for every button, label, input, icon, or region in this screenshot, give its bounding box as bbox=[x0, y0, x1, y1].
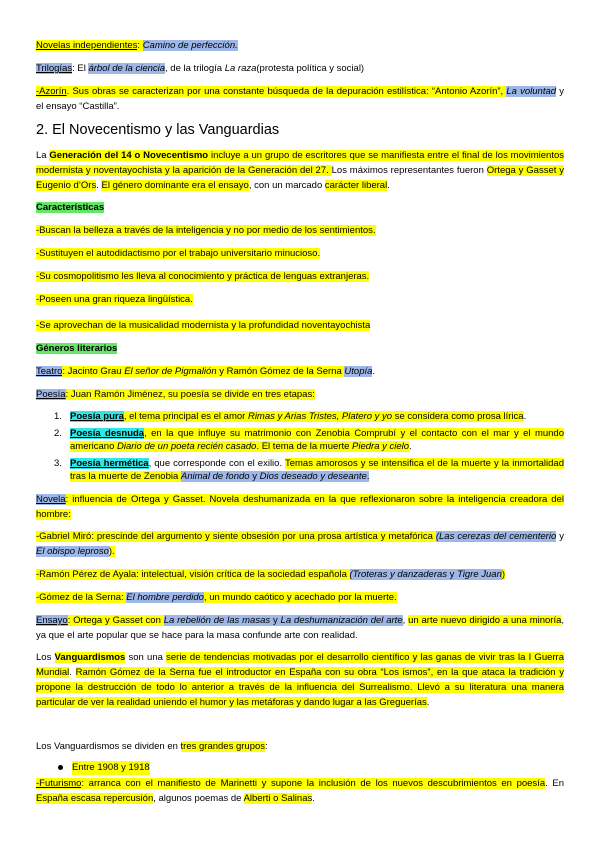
poesia-etapas-list bbox=[36, 410, 564, 487]
text-run: Novelas independientes bbox=[36, 40, 138, 51]
text-run: Animal de fondo bbox=[180, 471, 250, 482]
text-run: -Poseen una gran riqueza lingüística. bbox=[36, 294, 193, 305]
text-run: (protesta política y social) bbox=[256, 63, 365, 74]
text-run: Los bbox=[36, 652, 55, 663]
text-run: Utopía bbox=[344, 366, 373, 377]
paragraph-novela bbox=[36, 492, 564, 522]
text-run: y Ramón Gómez de la Serna bbox=[216, 366, 345, 377]
text-run: Ramón Gómez de la Serna fue el introductor en España con su obra “Los ismos”, en la que ataca la tradición y propone la destrucción de todo lo anterior a través de la influencia del Surrealismo. Llevó a su literatura una manera particular de ver la realidad uniendo el humor y las metáforas y dando lugar a las Greguerías bbox=[36, 667, 564, 708]
paragraph-teatro bbox=[36, 364, 564, 379]
paragraph-gomez-serna bbox=[36, 590, 564, 605]
text-run: son una bbox=[125, 652, 167, 663]
list-number: 3. bbox=[54, 457, 62, 469]
list-item bbox=[36, 457, 564, 484]
paragraph-car-2 bbox=[36, 246, 564, 261]
text-run: incluye a un grupo de escritores que se manifiesta entre el final de los movimientos modernista y noventayochista y la aparición de la Generación del 27. bbox=[36, 150, 564, 176]
text-run: -Gabriel Miró: prescinde del argumento y siente obsesión por una prosa artística y metafórica bbox=[36, 531, 436, 542]
text-run: -Futurismo bbox=[36, 778, 82, 789]
text-run: : Jacinto Grau bbox=[62, 366, 125, 377]
section-heading: 2. El Novecentismo y las Vanguardias bbox=[36, 122, 280, 138]
text-run: Generación del 14 o Novecentismo bbox=[49, 150, 209, 161]
text-run: Temas amorosos y se intensifica el de la muerte y la inmortalidad tras la muerte de Zenobia bbox=[70, 457, 564, 482]
text-run: se considera como bbox=[392, 411, 478, 422]
list-item bbox=[36, 427, 564, 454]
paragraph-car-4 bbox=[36, 292, 564, 307]
text-run: El señor de Pigmalión bbox=[124, 366, 217, 377]
text-run: : Juan Ramón Jiménez, su poesía se divide en tres etapas: bbox=[65, 389, 315, 400]
paragraph-miro bbox=[36, 529, 564, 559]
text-run: Rimas y Arias Tristes, Platero y yo bbox=[247, 411, 393, 422]
text-run: Poesía pura bbox=[70, 411, 124, 422]
text-run: . Sus obras se caracterizan por una constante búsqueda de la depuración estilística: “Antonio Azorín”, bbox=[66, 86, 507, 97]
text-run: Trilogías bbox=[36, 63, 73, 74]
text-run: . bbox=[426, 697, 430, 708]
text-run: serie de tendencias motivadas por el desarrollo científico y las ganas de vivir tras la I Guerra Mundial bbox=[36, 652, 564, 678]
paragraph-poesia bbox=[36, 387, 564, 402]
text-run: . bbox=[96, 180, 102, 191]
text-run: , ya que el arte popular que se hace para la masa confunde arte con realidad. bbox=[36, 615, 565, 641]
text-run: : El bbox=[72, 63, 89, 74]
text-run: Vanguardismos bbox=[54, 652, 126, 663]
text-run: Ortega y Gasset y Eugenio d’Ors bbox=[36, 165, 564, 191]
paragraph-futurismo bbox=[36, 776, 564, 806]
text-run: Características bbox=[36, 202, 105, 213]
text-run: Poesía bbox=[36, 389, 66, 400]
text-run: tres grandes grupos bbox=[180, 741, 266, 752]
text-run: Teatro bbox=[36, 366, 63, 377]
text-run: Alberti o Salinas bbox=[243, 793, 313, 804]
text-run: La voluntad bbox=[506, 86, 557, 97]
text-run: Dios deseado y deseante bbox=[259, 471, 367, 482]
paragraph-azorin bbox=[36, 84, 564, 114]
text-run: -Buscan la belleza a través de la inteligencia y no por medio de los sentimientos. bbox=[36, 225, 376, 236]
text-run: -Su cosmopolitismo les lleva al conocimiento y práctica de lenguas extranjeras. bbox=[36, 271, 370, 282]
paragraph-grupos bbox=[36, 739, 564, 754]
text-run: : arranca con el manifiesto de Marinetti y supone la inclusión de los nuevos descubrimientos en poesía bbox=[81, 778, 546, 789]
text-run: árbol de la ciencia bbox=[88, 63, 166, 74]
paragraph-ayala bbox=[36, 567, 564, 582]
text-run: La rebelión de las masas bbox=[163, 615, 271, 626]
text-run: : bbox=[137, 40, 143, 51]
list-number: 2. bbox=[54, 427, 62, 439]
text-run: , bbox=[402, 615, 409, 626]
text-run: La raza bbox=[224, 63, 257, 74]
paragraph-generos bbox=[36, 341, 564, 356]
text-run: (Troteras y danzaderas bbox=[349, 569, 448, 580]
text-run: un arte nuevo dirigido a una minoría bbox=[408, 615, 562, 626]
text-run: . bbox=[387, 180, 390, 191]
text-run: -Sustituyen el autodidactismo por el trabajo universitario minucioso. bbox=[36, 248, 321, 259]
paragraph-car-3 bbox=[36, 269, 564, 284]
paragraph-generacion-14 bbox=[36, 148, 564, 193]
text-run: , con un marcado bbox=[248, 180, 325, 191]
text-run: Géneros literarios bbox=[36, 343, 118, 354]
paragraph-novelas-independientes bbox=[36, 38, 564, 53]
text-run: , en la que influye su matrimonio con Zenobia Comprubí y el contacto con el mar y el mundo americano bbox=[70, 427, 564, 452]
text-run: , algunos poemas de bbox=[153, 793, 244, 804]
bullet-dot-icon bbox=[58, 765, 63, 770]
text-run: . bbox=[409, 441, 412, 452]
paragraph-vanguardismos bbox=[36, 650, 564, 710]
paragraph-car-1 bbox=[36, 223, 564, 238]
text-run: prosa lírica bbox=[477, 411, 524, 422]
text-run: y bbox=[556, 531, 564, 542]
paragraph-caracteristicas bbox=[36, 200, 564, 215]
text-run: Novela bbox=[36, 494, 66, 505]
text-run: Camino de perfección. bbox=[142, 40, 238, 51]
text-run: , un mundo caótico y acechado por la muerte. bbox=[203, 592, 397, 603]
paragraph-car-5 bbox=[36, 318, 564, 333]
text-run: -Azorín bbox=[36, 86, 67, 97]
text-run: La deshumanización del arte bbox=[280, 615, 403, 626]
text-run: , de la trilogía bbox=[165, 63, 225, 74]
text-run: . bbox=[523, 411, 527, 422]
text-run: Los máximos representantes fueron bbox=[331, 165, 487, 176]
text-run: -Gómez de la Serna: bbox=[36, 592, 127, 603]
text-run: : Ortega y Gasset con bbox=[67, 615, 164, 626]
text-run: carácter liberal bbox=[324, 180, 388, 191]
text-run: Piedra y cielo bbox=[352, 441, 410, 452]
text-run: Diario de un poeta recién casado bbox=[117, 441, 257, 452]
text-run: El obispo leproso bbox=[36, 546, 109, 557]
text-run: : bbox=[265, 741, 268, 752]
text-run: , el tema principal es el amor bbox=[123, 411, 248, 422]
text-run: El género dominante era el ensayo bbox=[101, 180, 249, 191]
text-run: El hombre perdido bbox=[126, 592, 204, 603]
text-run: . bbox=[69, 667, 76, 678]
text-run: (Las cerezas del cementerio bbox=[435, 531, 557, 542]
text-run: -Ramón Pérez de Ayala: intelectual, visión crítica de la sociedad española bbox=[36, 569, 350, 580]
text-run: y bbox=[249, 471, 260, 482]
text-run: . En bbox=[545, 778, 564, 789]
text-run: España escasa repercusión bbox=[36, 793, 154, 804]
text-run: . bbox=[312, 793, 315, 804]
list-number: 1. bbox=[54, 411, 62, 422]
text-run: . El tema de la muerte bbox=[256, 441, 353, 452]
paragraph-ensayo bbox=[36, 613, 564, 643]
text-run: La bbox=[36, 150, 50, 161]
paragraph-trilogias bbox=[36, 61, 564, 76]
text-run: : influencia de Ortega y Gasset. Novela deshumanizada en la que reflexionaron sobre la inteligencia creadora del hombre: bbox=[36, 494, 564, 520]
text-run: Poesía hermética bbox=[70, 457, 149, 469]
text-run: . bbox=[372, 366, 376, 377]
text-run: y bbox=[270, 615, 281, 626]
text-run: , que corresponde con el exilio. bbox=[148, 457, 285, 469]
text-run: . bbox=[366, 471, 370, 482]
text-run: Tigre Juan bbox=[457, 569, 502, 580]
list-item bbox=[36, 410, 564, 424]
text-run: ). bbox=[108, 546, 115, 557]
text-run: Poesía desnuda bbox=[70, 427, 145, 439]
text-run: -Se aprovechan de la musicalidad modernista y la profundidad noventayochista bbox=[36, 320, 371, 331]
text-run: y el ensayo “Castilla”. bbox=[36, 86, 565, 112]
text-run: Ensayo bbox=[36, 615, 68, 626]
text-run: Los Vanguardismos se dividen en bbox=[36, 741, 181, 752]
bullet-text: Entre 1908 y 1918 bbox=[72, 762, 150, 773]
text-run: y bbox=[447, 569, 458, 580]
text-run: ) bbox=[501, 569, 506, 580]
